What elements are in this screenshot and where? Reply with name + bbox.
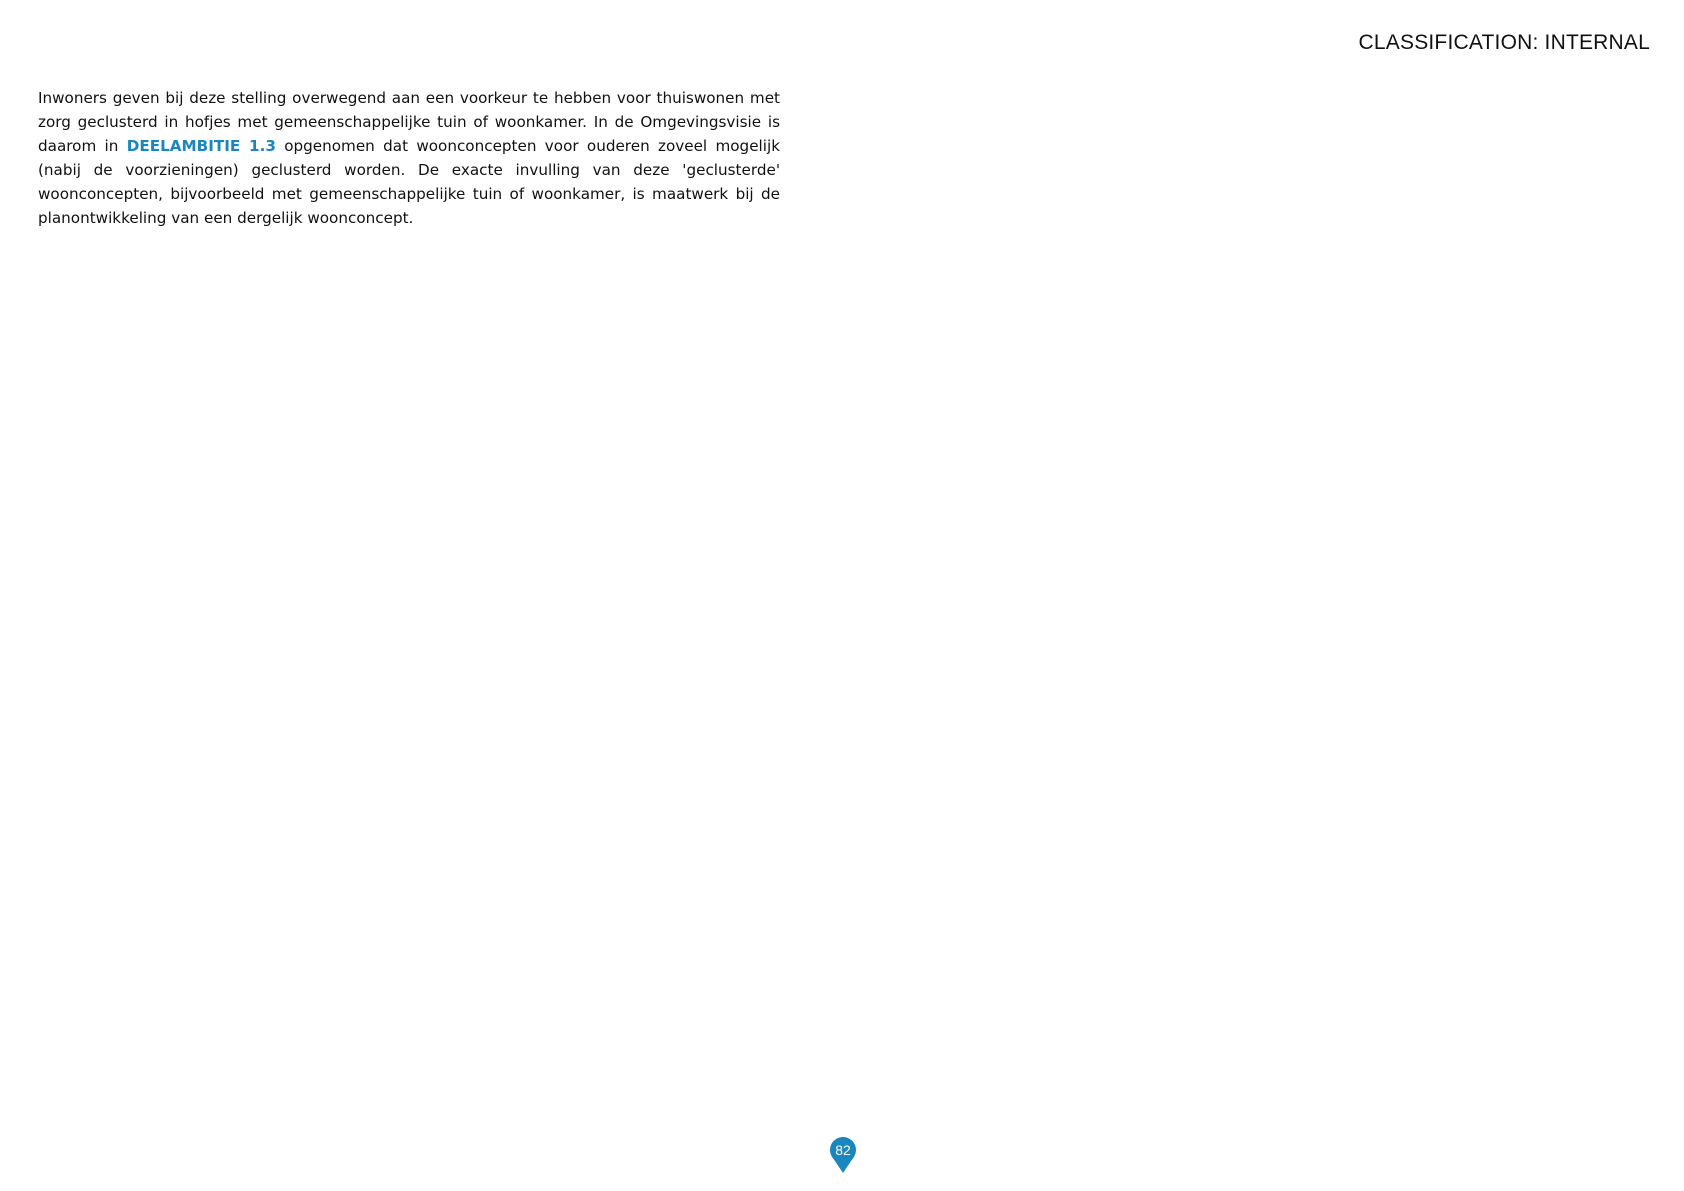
- classification-label: CLASSIFICATION: INTERNAL: [1358, 31, 1650, 54]
- deelambitie-link[interactable]: DEELAMBITIE 1.3: [126, 137, 276, 155]
- paragraph-text-after: opgenomen dat woonconcepten voor ouderen zoveel mogelijk (nabij de voorzieningen) geclusterd worden. De exacte invulling van deze 'geclusterde' woonconcepten, bijvoorbeeld met gemeenschappelijke tuin of woonkamer, is maatwerk bij de planontwikkeling van een dergelijk woonconcept.: [38, 137, 780, 227]
- paragraph-text-before: Inwoners geven bij deze stelling overwegend aan een voorkeur te hebben voor thuiswonen met zorg geclusterd in hofjes met gemeenschappelijke tuin of woonkamer. In de Omgevingsvisie is daarom in: [38, 89, 780, 155]
- page-number-marker: [829, 1136, 857, 1174]
- page-number: 82: [835, 1142, 851, 1158]
- body-paragraph: [38, 86, 780, 230]
